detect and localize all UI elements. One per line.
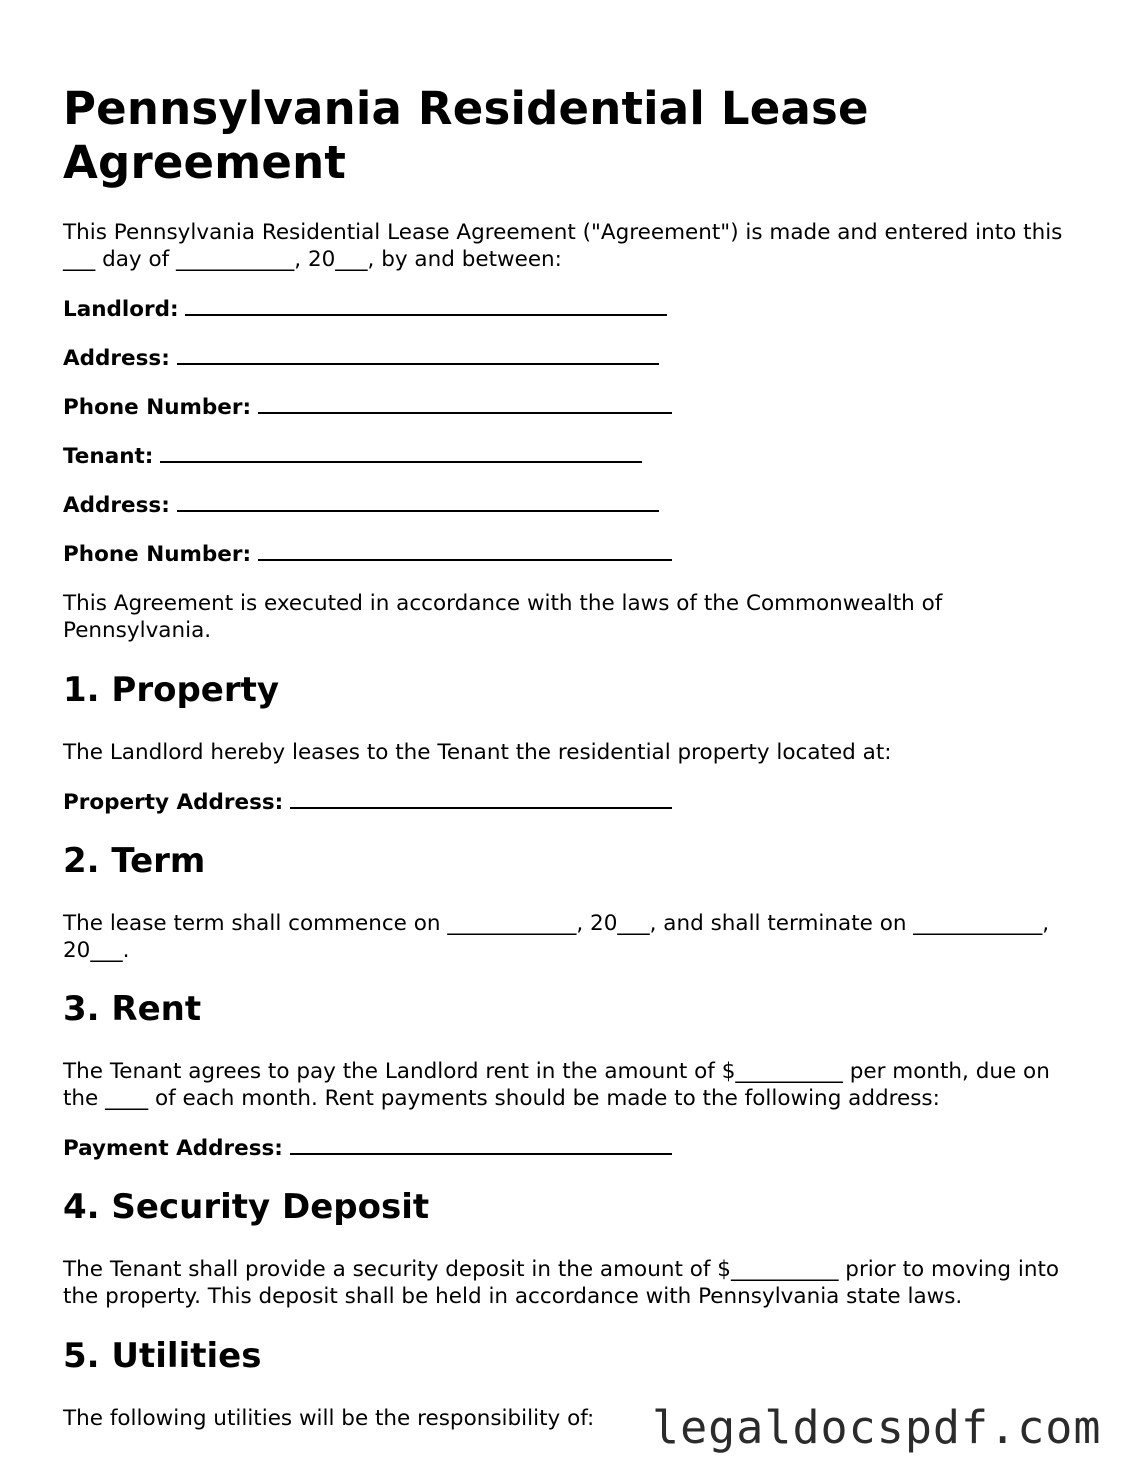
tenant-address-blank[interactable] — [177, 490, 659, 512]
tenant-phone-label: Phone Number: — [63, 542, 252, 567]
document-title: Pennsylvania Residential Lease Agreement — [63, 82, 869, 189]
tenant-phone-field — [63, 539, 672, 568]
landlord-phone-field — [63, 392, 672, 421]
landlord-address-label: Address: — [63, 346, 170, 371]
landlord-phone-label: Phone Number: — [63, 395, 252, 420]
landlord-field — [63, 294, 667, 323]
payment-address-field — [63, 1133, 672, 1162]
property-address-field — [63, 787, 672, 816]
intro-paragraph: This Pennsylvania Residential Lease Agreement ("Agreement") is made and entered into this ___ day of ___________, 20___, by and between: — [63, 220, 1063, 272]
landlord-label: Landlord: — [63, 297, 179, 322]
section-rent-text: The Tenant agrees to pay the Landlord rent in the amount of $__________ per month, due on the ____ of each month. Rent payments should be made to the following address: — [63, 1059, 1050, 1111]
landlord-blank[interactable] — [185, 294, 667, 316]
tenant-label: Tenant: — [63, 444, 154, 469]
payment-address-blank[interactable] — [290, 1133, 672, 1155]
payment-address-label: Payment Address: — [63, 1136, 283, 1161]
section-utilities-text: The following utilities will be the responsibility of: — [63, 1406, 595, 1431]
landlord-address-field — [63, 343, 659, 372]
section-property-text: The Landlord hereby leases to the Tenant the residential property located at: — [63, 740, 892, 765]
tenant-address-label: Address: — [63, 493, 170, 518]
landlord-phone-blank[interactable] — [258, 392, 672, 414]
section-term-text: The lease term shall commence on ____________, 20___, and shall terminate on ____________, 20___. — [63, 911, 1050, 963]
tenant-field — [63, 441, 642, 470]
property-address-blank[interactable] — [290, 787, 672, 809]
governing-law-paragraph: This Agreement is executed in accordance with the laws of the Commonwealth of Pennsylvania. — [63, 591, 943, 643]
tenant-phone-blank[interactable] — [258, 539, 672, 561]
tenant-blank[interactable] — [160, 441, 642, 463]
property-address-label: Property Address: — [63, 790, 284, 815]
section-utilities-heading: 5. Utilities — [63, 1336, 262, 1376]
section-deposit-heading: 4. Security Deposit — [63, 1187, 430, 1227]
section-property-heading: 1. Property — [63, 670, 280, 710]
landlord-address-blank[interactable] — [177, 343, 659, 365]
section-deposit-text: The Tenant shall provide a security deposit in the amount of $__________ prior to moving into the property. This deposit shall be held in accordance with Pennsylvania state laws. — [63, 1257, 1060, 1309]
section-rent-heading: 3. Rent — [63, 989, 202, 1029]
tenant-address-field — [63, 490, 659, 519]
watermark-logo: legaldocspdf.com — [652, 1401, 1102, 1454]
section-term-heading: 2. Term — [63, 841, 206, 881]
